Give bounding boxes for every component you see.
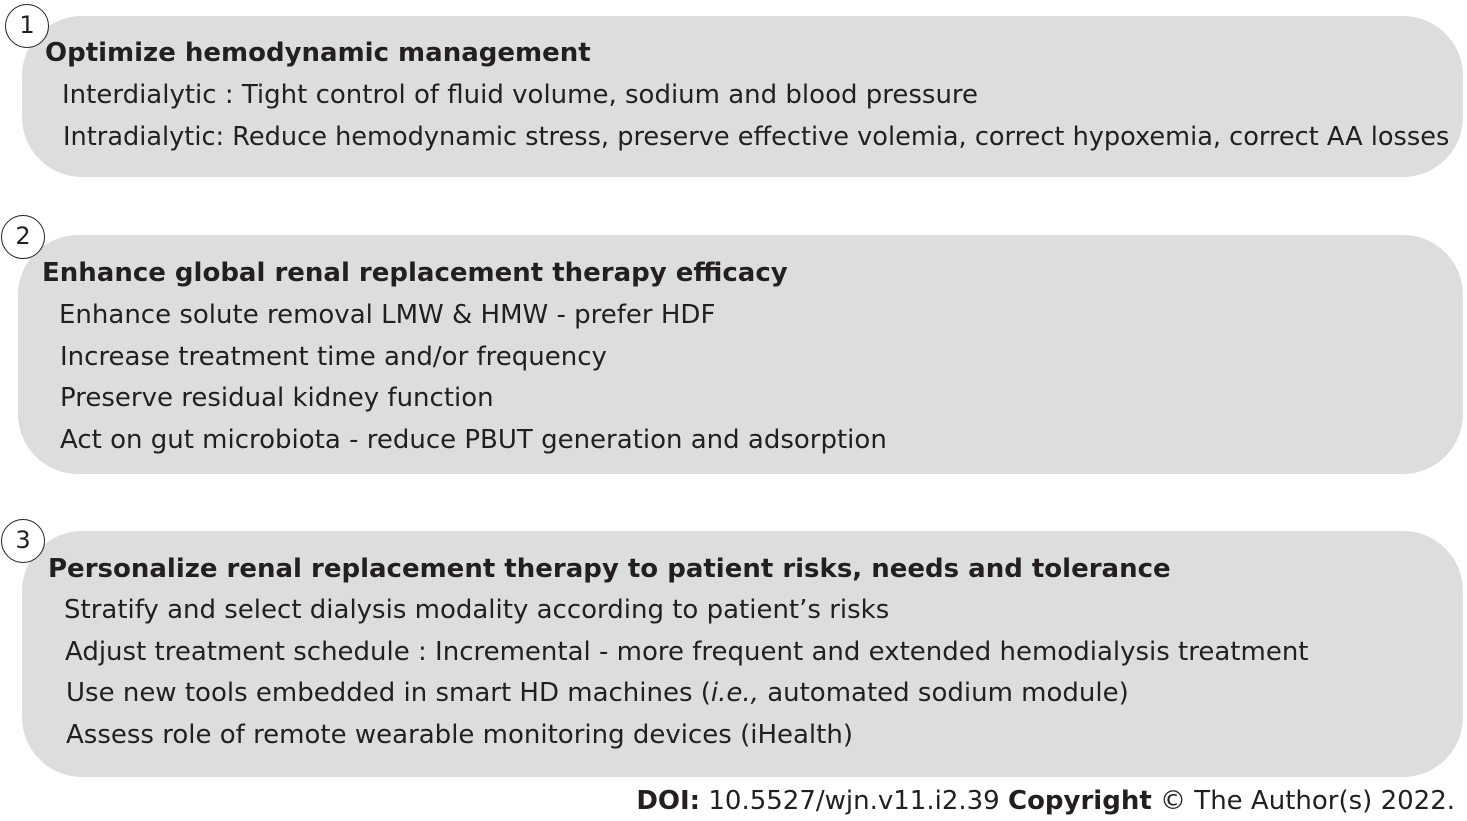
section-2-item: Enhance solute removal LMW & HMW - prefer HDF [59,300,716,330]
doi-value: 10.5527/wjn.v11.i2.39 [700,786,1008,816]
section-1-item: Intradialytic: Reduce hemodynamic stress, preserve effective volemia, correct hypoxemia, correct AA losses [63,122,1450,152]
section-3-number-badge: 3 [1,519,45,563]
section-2-title: Enhance global renal replacement therapy efficacy [42,258,788,288]
doi-copyright-footer [636,784,1455,818]
section-3-item: Adjust treatment schedule : Incremental - more frequent and extended hemodialysis treatment [65,637,1309,667]
section-2-item: Act on gut microbiota - reduce PBUT generation and adsorption [60,425,887,455]
section-2-item: Increase treatment time and/or frequency [60,342,607,372]
section-1-item: Interdialytic : Tight control of fluid volume, sodium and blood pressure [62,80,979,110]
section-1-title: Optimize hemodynamic management [45,38,591,68]
section-2-item: Preserve residual kidney function [60,383,494,413]
item-text-italic: i.e., [710,678,759,708]
section-3-title: Personalize renal replacement therapy to patient risks, needs and tolerance [48,554,1171,584]
section-3-item: Assess role of remote wearable monitoring devices (iHealth) [66,720,853,750]
section-3-item: Stratify and select dialysis modality according to patient’s risks [64,595,890,625]
doi-label: DOI: [636,786,701,816]
item-text-prefix: Use new tools embedded in smart HD machines ( [66,678,711,708]
section-1-number-badge: 1 [5,4,49,48]
copyright-value: © The Author(s) 2022. [1151,786,1455,816]
section-2-number-badge: 2 [1,215,45,259]
item-text-suffix: automated sodium module) [758,678,1129,708]
copyright-label: Copyright [1007,786,1152,816]
section-3-item [66,677,1129,709]
